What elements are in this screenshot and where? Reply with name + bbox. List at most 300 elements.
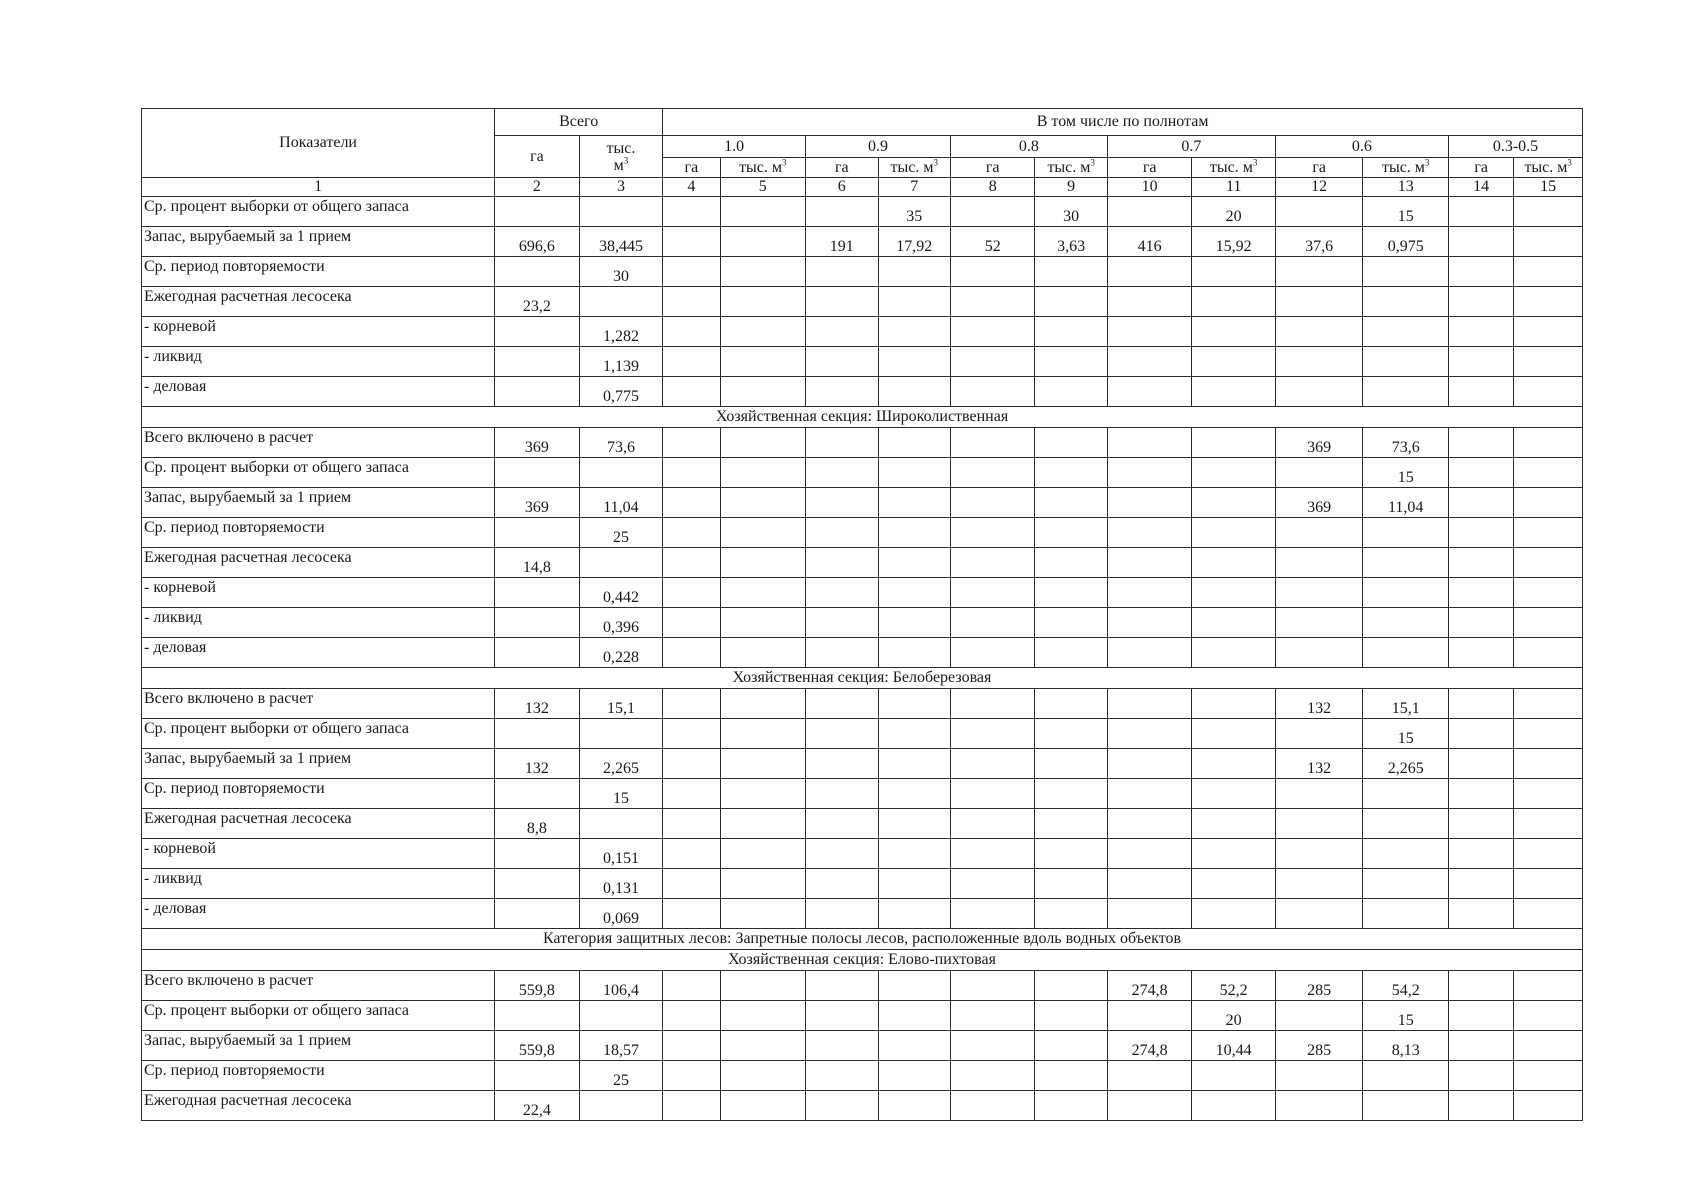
table-cell xyxy=(1514,779,1583,809)
table-cell xyxy=(878,458,950,488)
table-cell xyxy=(806,719,878,749)
table-cell: 3,63 xyxy=(1035,227,1107,257)
table-cell xyxy=(495,899,580,929)
table-cell xyxy=(1107,869,1192,899)
table-cell xyxy=(878,608,950,638)
table-cell: 15,1 xyxy=(579,689,663,719)
unit-ha: га xyxy=(1448,158,1513,178)
table-cell xyxy=(1448,428,1513,458)
column-number: 2 xyxy=(495,178,580,197)
table-cell xyxy=(1514,428,1583,458)
table-cell: 22,4 xyxy=(495,1091,580,1121)
table-cell xyxy=(1514,377,1583,407)
table-cell: 52,2 xyxy=(1192,971,1276,1001)
table-cell xyxy=(878,1031,950,1061)
density-header: 1.0 xyxy=(663,136,806,158)
table-cell xyxy=(663,1061,720,1091)
table-cell xyxy=(1275,347,1363,377)
row-label: - корневой xyxy=(142,317,495,347)
table-cell xyxy=(663,317,720,347)
table-cell xyxy=(878,779,950,809)
unit-volume: тыс. $м^3$ xyxy=(1363,158,1449,178)
table-cell xyxy=(579,548,663,578)
table-cell xyxy=(1514,1031,1583,1061)
table-cell xyxy=(1107,317,1192,347)
table-cell xyxy=(950,809,1035,839)
density-header: 0.7 xyxy=(1107,136,1275,158)
section-title: Категория защитных лесов: Запретные полосы лесов, расположенные вдоль водных объектов xyxy=(142,929,1583,950)
table-cell xyxy=(1192,689,1276,719)
table-cell xyxy=(1192,347,1276,377)
table-cell xyxy=(495,1001,580,1031)
table-cell xyxy=(1275,458,1363,488)
row-label: Ср. период повторяемости xyxy=(142,518,495,548)
table-cell xyxy=(878,548,950,578)
table-cell xyxy=(663,869,720,899)
table-cell: 0,151 xyxy=(579,839,663,869)
table-cell xyxy=(1107,638,1192,668)
table-cell xyxy=(878,377,950,407)
table-cell xyxy=(1035,839,1107,869)
table-cell xyxy=(1363,317,1449,347)
table-cell xyxy=(495,518,580,548)
table-cell xyxy=(1035,1061,1107,1091)
table-cell xyxy=(878,839,950,869)
table-cell xyxy=(1035,869,1107,899)
table-cell xyxy=(1275,1091,1363,1121)
table-cell: 559,8 xyxy=(495,1031,580,1061)
table-row xyxy=(142,719,1583,749)
table-cell: 416 xyxy=(1107,227,1192,257)
row-label: Ср. процент выборки от общего запаса xyxy=(142,458,495,488)
row-label: Всего включено в расчет xyxy=(142,428,495,458)
table-cell: 369 xyxy=(1275,428,1363,458)
table-cell xyxy=(950,428,1035,458)
table-cell xyxy=(1192,458,1276,488)
table-cell xyxy=(1514,749,1583,779)
unit-volume: тыс. $м^3$ xyxy=(1514,158,1583,178)
table-row xyxy=(142,317,1583,347)
table-cell xyxy=(1107,347,1192,377)
table-cell: 15 xyxy=(1363,197,1449,227)
table-cell xyxy=(950,287,1035,317)
table-cell xyxy=(579,458,663,488)
table-cell xyxy=(1107,779,1192,809)
table-cell xyxy=(1363,638,1449,668)
table-cell: 11,04 xyxy=(579,488,663,518)
table-cell xyxy=(720,428,806,458)
table-cell xyxy=(1448,689,1513,719)
table-cell xyxy=(1448,347,1513,377)
table-cell xyxy=(495,458,580,488)
unit-ha: га xyxy=(1107,158,1192,178)
table-cell xyxy=(495,257,580,287)
table-cell xyxy=(1448,257,1513,287)
section-title: Хозяйственная секция: Широколиственная xyxy=(142,407,1583,428)
table-cell xyxy=(950,317,1035,347)
table-cell xyxy=(806,971,878,1001)
row-label: - деловая xyxy=(142,638,495,668)
table-cell xyxy=(579,197,663,227)
table-cell xyxy=(1514,608,1583,638)
table-cell xyxy=(495,719,580,749)
table-cell xyxy=(950,869,1035,899)
table-cell: 1,139 xyxy=(579,347,663,377)
table-cell xyxy=(1192,809,1276,839)
table-row xyxy=(142,971,1583,1001)
by-density-header: В том числе по полнотам xyxy=(663,109,1583,136)
table-cell xyxy=(720,779,806,809)
table-cell xyxy=(1448,779,1513,809)
table-cell xyxy=(495,638,580,668)
table-cell xyxy=(1514,839,1583,869)
table-cell xyxy=(720,458,806,488)
table-cell xyxy=(806,317,878,347)
table-cell: 73,6 xyxy=(579,428,663,458)
table-cell xyxy=(950,899,1035,929)
column-number: 11 xyxy=(1192,178,1276,197)
table-row xyxy=(142,1001,1583,1031)
table-cell: 15 xyxy=(1363,719,1449,749)
table-cell xyxy=(1363,287,1449,317)
table-row xyxy=(142,1091,1583,1121)
row-label: Запас, вырубаемый за 1 прием xyxy=(142,227,495,257)
total-header: Всего xyxy=(495,109,663,136)
table-cell xyxy=(720,689,806,719)
table-cell xyxy=(663,377,720,407)
table-cell xyxy=(806,638,878,668)
table-cell xyxy=(1275,899,1363,929)
table-cell: 0,396 xyxy=(579,608,663,638)
table-cell: 369 xyxy=(1275,488,1363,518)
table-cell xyxy=(1448,317,1513,347)
table-cell xyxy=(663,287,720,317)
row-label: - деловая xyxy=(142,899,495,929)
table-cell xyxy=(720,809,806,839)
table-cell xyxy=(663,971,720,1001)
table-cell xyxy=(1514,488,1583,518)
table-cell xyxy=(806,197,878,227)
table-cell xyxy=(1275,719,1363,749)
table-cell xyxy=(806,809,878,839)
table-cell xyxy=(878,749,950,779)
table-cell xyxy=(1275,578,1363,608)
table-cell xyxy=(950,488,1035,518)
table-cell xyxy=(720,578,806,608)
column-number-row xyxy=(142,178,1583,197)
table-cell: 25 xyxy=(579,518,663,548)
section-title-row xyxy=(142,668,1583,689)
table-cell xyxy=(579,719,663,749)
section-title: Хозяйственная секция: Белоберезовая xyxy=(142,668,1583,689)
table-cell xyxy=(950,971,1035,1001)
row-label: Запас, вырубаемый за 1 прием xyxy=(142,1031,495,1061)
table-row xyxy=(142,779,1583,809)
table-cell xyxy=(1514,518,1583,548)
table-cell: 52 xyxy=(950,227,1035,257)
table-cell xyxy=(1192,899,1276,929)
table-cell xyxy=(1035,257,1107,287)
table-cell xyxy=(495,839,580,869)
table-cell xyxy=(720,608,806,638)
table-cell xyxy=(1514,1091,1583,1121)
table-cell xyxy=(1448,638,1513,668)
row-label: Ежегодная расчетная лесосека xyxy=(142,809,495,839)
table-cell xyxy=(1275,869,1363,899)
table-cell xyxy=(1192,257,1276,287)
table-cell: 132 xyxy=(1275,689,1363,719)
table-cell xyxy=(878,317,950,347)
row-label: Ср. период повторяемости xyxy=(142,257,495,287)
table-cell: 106,4 xyxy=(579,971,663,1001)
table-cell: 20 xyxy=(1192,197,1276,227)
row-label: Ежегодная расчетная лесосека xyxy=(142,1091,495,1121)
table-row xyxy=(142,227,1583,257)
row-label: Ср. процент выборки от общего запаса xyxy=(142,719,495,749)
unit-volume: тыс. $м^3$ xyxy=(720,158,806,178)
table-cell xyxy=(663,578,720,608)
table-cell xyxy=(806,839,878,869)
table-row xyxy=(142,608,1583,638)
table-cell: 30 xyxy=(1035,197,1107,227)
table-cell xyxy=(1192,1061,1276,1091)
table-cell xyxy=(950,719,1035,749)
table-cell xyxy=(495,779,580,809)
table-cell xyxy=(1514,971,1583,1001)
table-cell xyxy=(1275,608,1363,638)
table-cell xyxy=(663,719,720,749)
row-label: - деловая xyxy=(142,377,495,407)
table-cell xyxy=(1275,518,1363,548)
table-cell xyxy=(495,578,580,608)
table-cell: 0,069 xyxy=(579,899,663,929)
table-cell xyxy=(1448,1001,1513,1031)
table-cell xyxy=(950,1061,1035,1091)
table-cell xyxy=(1448,518,1513,548)
table-cell xyxy=(1275,839,1363,869)
row-label: Ср. процент выборки от общего запаса xyxy=(142,197,495,227)
table-row xyxy=(142,1031,1583,1061)
table-cell: 14,8 xyxy=(495,548,580,578)
table-cell xyxy=(1448,839,1513,869)
table-cell xyxy=(806,518,878,548)
table-cell xyxy=(1363,608,1449,638)
table-cell xyxy=(663,749,720,779)
table-cell xyxy=(1363,578,1449,608)
table-cell xyxy=(1107,1001,1192,1031)
column-number: 5 xyxy=(720,178,806,197)
table-cell xyxy=(1192,638,1276,668)
table-cell xyxy=(720,719,806,749)
table-cell xyxy=(878,809,950,839)
table-cell: 132 xyxy=(495,689,580,719)
table-cell xyxy=(1514,689,1583,719)
table-cell: 73,6 xyxy=(1363,428,1449,458)
column-number: 1 xyxy=(142,178,495,197)
table-row xyxy=(142,257,1583,287)
table-cell xyxy=(1107,197,1192,227)
table-cell xyxy=(579,1001,663,1031)
table-cell xyxy=(878,899,950,929)
table-row xyxy=(142,869,1583,899)
table-cell xyxy=(1514,1061,1583,1091)
table-cell xyxy=(1035,287,1107,317)
table-cell: 1,282 xyxy=(579,317,663,347)
table-cell: 696,6 xyxy=(495,227,580,257)
row-label: Ежегодная расчетная лесосека xyxy=(142,548,495,578)
column-number: 4 xyxy=(663,178,720,197)
section-title-row xyxy=(142,407,1583,428)
row-label: - ликвид xyxy=(142,347,495,377)
table-cell xyxy=(950,1091,1035,1121)
table-cell xyxy=(806,1091,878,1121)
table-cell xyxy=(1035,347,1107,377)
table-cell xyxy=(1275,809,1363,839)
table-cell: 274,8 xyxy=(1107,1031,1192,1061)
table-cell xyxy=(1107,689,1192,719)
table-cell xyxy=(878,578,950,608)
table-cell xyxy=(720,287,806,317)
table-cell xyxy=(720,1001,806,1031)
table-row xyxy=(142,428,1583,458)
table-cell xyxy=(1035,608,1107,638)
density-header: 0.3-0.5 xyxy=(1448,136,1582,158)
table-cell xyxy=(878,689,950,719)
table-cell xyxy=(1514,227,1583,257)
table-cell xyxy=(806,779,878,809)
table-row xyxy=(142,458,1583,488)
table-cell xyxy=(495,377,580,407)
table-cell xyxy=(1448,488,1513,518)
table-cell xyxy=(663,809,720,839)
table-cell xyxy=(806,578,878,608)
table-cell: 0,131 xyxy=(579,869,663,899)
table-cell xyxy=(1192,428,1276,458)
column-number: 10 xyxy=(1107,178,1192,197)
table-cell: 38,445 xyxy=(579,227,663,257)
table-cell: 15 xyxy=(579,779,663,809)
table-cell xyxy=(1192,287,1276,317)
column-number: 7 xyxy=(878,178,950,197)
table-cell xyxy=(720,749,806,779)
table-cell xyxy=(663,638,720,668)
table-cell xyxy=(806,749,878,779)
table-cell xyxy=(579,287,663,317)
table-row xyxy=(142,488,1583,518)
table-row xyxy=(142,548,1583,578)
table-cell: 0,442 xyxy=(579,578,663,608)
table-cell xyxy=(1035,548,1107,578)
table-cell xyxy=(1107,1061,1192,1091)
table-cell: 23,2 xyxy=(495,287,580,317)
unit-volume: тыс. $м^3$ xyxy=(1192,158,1276,178)
table-cell xyxy=(663,257,720,287)
table-cell xyxy=(1107,839,1192,869)
table-cell xyxy=(806,488,878,518)
table-cell xyxy=(878,257,950,287)
row-label: - корневой xyxy=(142,578,495,608)
table-cell xyxy=(495,317,580,347)
table-cell: 285 xyxy=(1275,971,1363,1001)
table-cell xyxy=(1035,377,1107,407)
table-cell xyxy=(806,428,878,458)
table-cell xyxy=(1107,287,1192,317)
table-cell xyxy=(1448,809,1513,839)
table-cell xyxy=(1448,227,1513,257)
table-cell xyxy=(1448,749,1513,779)
row-label: - ликвид xyxy=(142,869,495,899)
table-cell: 132 xyxy=(495,749,580,779)
table-cell xyxy=(663,347,720,377)
table-cell xyxy=(720,1091,806,1121)
table-cell xyxy=(663,689,720,719)
column-number: 14 xyxy=(1448,178,1513,197)
table-cell xyxy=(1363,839,1449,869)
table-cell xyxy=(663,518,720,548)
table-cell xyxy=(1448,608,1513,638)
table-cell xyxy=(1192,317,1276,347)
table-cell xyxy=(878,869,950,899)
table-cell xyxy=(1448,197,1513,227)
table-cell xyxy=(1363,1061,1449,1091)
table-cell xyxy=(1275,1001,1363,1031)
table-cell xyxy=(1514,809,1583,839)
table-cell xyxy=(579,1091,663,1121)
table-cell xyxy=(1107,458,1192,488)
table-row xyxy=(142,578,1583,608)
column-number: 3 xyxy=(579,178,663,197)
column-number: 6 xyxy=(806,178,878,197)
table-cell xyxy=(950,548,1035,578)
table-cell xyxy=(1448,458,1513,488)
table-cell xyxy=(663,1091,720,1121)
table-cell xyxy=(720,839,806,869)
table-cell xyxy=(1275,287,1363,317)
table-cell xyxy=(950,377,1035,407)
table-cell xyxy=(495,197,580,227)
table-cell xyxy=(1275,1061,1363,1091)
table-cell xyxy=(1514,347,1583,377)
table-cell xyxy=(720,638,806,668)
table-cell xyxy=(950,749,1035,779)
column-number: 9 xyxy=(1035,178,1107,197)
table-cell xyxy=(663,227,720,257)
table-cell xyxy=(720,1031,806,1061)
table-cell xyxy=(1363,1091,1449,1121)
table-cell: 285 xyxy=(1275,1031,1363,1061)
table-cell xyxy=(878,1091,950,1121)
table-cell xyxy=(1448,719,1513,749)
table-cell xyxy=(1107,719,1192,749)
indicators-header: Показатели xyxy=(142,109,495,178)
table-cell xyxy=(1035,779,1107,809)
table-cell xyxy=(1514,638,1583,668)
table-cell xyxy=(806,377,878,407)
table-cell xyxy=(1035,458,1107,488)
table-cell: 132 xyxy=(1275,749,1363,779)
table-cell: 559,8 xyxy=(495,971,580,1001)
table-body xyxy=(142,197,1583,1121)
table-cell: 10,44 xyxy=(1192,1031,1276,1061)
table-cell xyxy=(1514,317,1583,347)
table-cell xyxy=(878,638,950,668)
table-cell xyxy=(663,197,720,227)
table-cell xyxy=(495,347,580,377)
table-cell xyxy=(1363,869,1449,899)
table-row xyxy=(142,518,1583,548)
table-cell xyxy=(1514,197,1583,227)
total-ha-header: га xyxy=(495,136,580,178)
